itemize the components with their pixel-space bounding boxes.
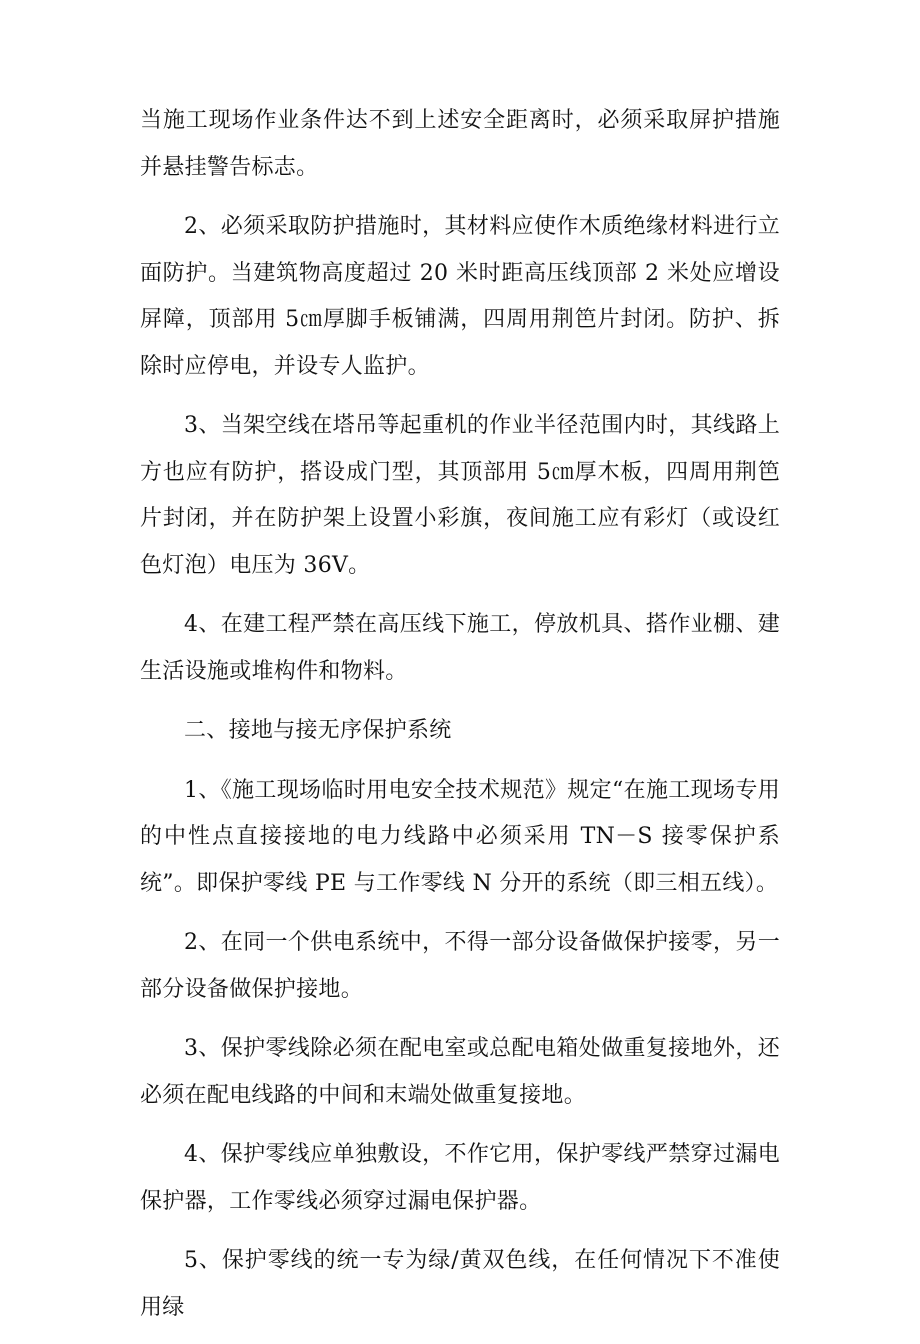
paragraph-continuation: 当施工现场作业条件达不到上述安全距离时，必须采取屏护措施并悬挂警告标志。 (140, 108, 780, 180)
paragraph-grounding-item-2: 2、在同一个供电系统中，不得一部分设备做保护接零，另一部分设备做保护接地。 (140, 930, 780, 1002)
paragraph-grounding-item-4: 4、保护零线应单独敷设，不作它用，保护零线严禁穿过漏电保护器，工作零线必须穿过漏电保护器。 (140, 1142, 780, 1214)
document-body (140, 98, 780, 1344)
paragraph-item-4-no-construction: 4、在建工程严禁在高压线下施工，停放机具、搭作业棚、建生活设施或堆构件和物料。 (140, 612, 780, 684)
paragraph-grounding-item-1: 1、《施工现场临时用电安全技术规范》规定“在施工现场专用的中性点直接接地的电力线路中必须采用 TN－S 接零保护系统”。即保护零线 PE 与工作零线 N 分开的系统（即三相五线）。 (140, 777, 780, 896)
paragraph-item-2-protective-measures: 2、必须采取防护措施时，其材料应使作木质绝缘材料进行立面防护。当建筑物高度超过 20 米时距高压线顶部 2 米处应增设屏障，顶部用 5㎝厚脚手板铺满，四周用荆笆片封闭。防护、拆除时应停电，并设专人监护。 (140, 214, 780, 379)
paragraph-grounding-item-3: 3、保护零线除必须在配电室或总配电箱处做重复接地外，还必须在配电线路的中间和末端处做重复接地。 (140, 1036, 780, 1108)
section-heading-grounding: 二、接地与接无序保护系统 (184, 718, 452, 743)
paragraph-grounding-item-5: 5、保护零线的统一专为绿/黄双色线，在任何情况下不准使用绿 (140, 1248, 780, 1320)
paragraph-item-3-crane-protection: 3、当架空线在塔吊等起重机的作业半径范围内时，其线路上方也应有防护，搭设成门型，其顶部用 5㎝厚木板，四周用荆笆片封闭，并在防护架上设置小彩旗，夜间施工应有彩灯（或设红色灯泡）电压为 36V。 (140, 413, 780, 578)
